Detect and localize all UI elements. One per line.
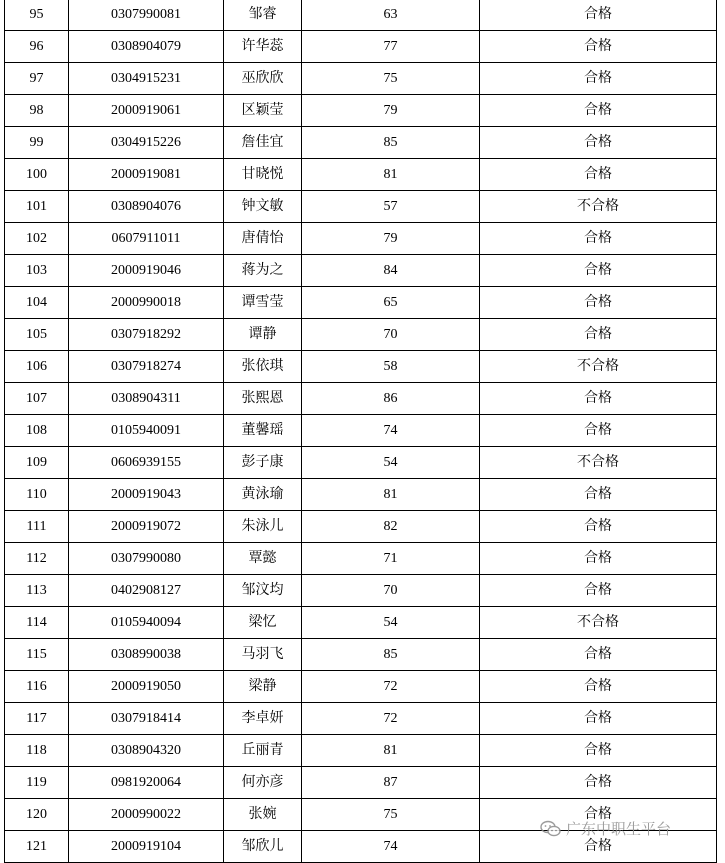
result-cell: 不合格 [480,607,717,639]
table-row [5,767,717,799]
table-row [5,415,717,447]
row-number-cell: 118 [5,735,69,767]
row-number-cell: 111 [5,511,69,543]
table-row [5,575,717,607]
score-cell: 87 [302,767,480,799]
candidate-name-cell: 张依琪 [224,351,302,383]
table-row [5,351,717,383]
score-cell: 85 [302,639,480,671]
score-cell: 63 [302,0,480,31]
candidate-name-cell: 何亦彦 [224,767,302,799]
candidate-id-cell: 0307990081 [69,0,224,31]
candidate-id-cell: 0308904320 [69,735,224,767]
candidate-name-cell: 梁忆 [224,607,302,639]
row-number-cell: 104 [5,287,69,319]
table-row [5,0,717,31]
candidate-id-cell: 0308904079 [69,31,224,63]
row-number-cell: 116 [5,671,69,703]
candidate-id-cell: 2000919043 [69,479,224,511]
result-cell: 合格 [480,735,717,767]
row-number-cell: 114 [5,607,69,639]
candidate-name-cell: 唐倩怡 [224,223,302,255]
score-cell: 85 [302,127,480,159]
watermark-text: 广东中职生平台 [566,820,672,838]
table-row [5,799,717,831]
candidate-name-cell: 甘晓悦 [224,159,302,191]
result-cell: 不合格 [480,191,717,223]
table-row [5,831,717,863]
candidate-name-cell: 覃懿 [224,543,302,575]
candidate-name-cell: 邹睿 [224,0,302,31]
table-row [5,511,717,543]
result-cell: 合格 [480,543,717,575]
result-cell: 合格 [480,63,717,95]
table-row [5,127,717,159]
score-cell: 82 [302,511,480,543]
score-cell: 86 [302,383,480,415]
score-cell: 77 [302,31,480,63]
table-row [5,383,717,415]
score-cell: 57 [302,191,480,223]
score-cell: 54 [302,447,480,479]
candidate-id-cell: 0307990080 [69,543,224,575]
candidate-name-cell: 邹欣儿 [224,831,302,863]
result-cell: 合格 [480,95,717,127]
table-row [5,479,717,511]
candidate-name-cell: 钟文敏 [224,191,302,223]
results-table [4,0,717,863]
candidate-id-cell: 0304915226 [69,127,224,159]
candidate-name-cell: 李卓妍 [224,703,302,735]
candidate-id-cell: 2000919081 [69,159,224,191]
candidate-id-cell: 2000990018 [69,287,224,319]
score-cell: 71 [302,543,480,575]
result-cell: 合格 [480,0,717,31]
results-table-body [5,0,717,863]
table-row [5,639,717,671]
table-row [5,607,717,639]
score-cell: 70 [302,575,480,607]
candidate-name-cell: 董馨瑶 [224,415,302,447]
candidate-name-cell: 朱泳儿 [224,511,302,543]
row-number-cell: 101 [5,191,69,223]
row-number-cell: 110 [5,479,69,511]
result-cell: 合格 [480,703,717,735]
score-cell: 79 [302,223,480,255]
row-number-cell: 121 [5,831,69,863]
score-cell: 74 [302,415,480,447]
row-number-cell: 100 [5,159,69,191]
candidate-id-cell: 0308904311 [69,383,224,415]
candidate-id-cell: 0307918274 [69,351,224,383]
candidate-id-cell: 0307918292 [69,319,224,351]
table-row [5,447,717,479]
candidate-id-cell: 2000919050 [69,671,224,703]
score-cell: 72 [302,671,480,703]
candidate-name-cell: 谭雪莹 [224,287,302,319]
row-number-cell: 99 [5,127,69,159]
candidate-name-cell: 邹汶均 [224,575,302,607]
candidate-id-cell: 2000919046 [69,255,224,287]
row-number-cell: 98 [5,95,69,127]
result-cell: 合格 [480,671,717,703]
candidate-id-cell: 2000919072 [69,511,224,543]
result-cell: 合格 [480,223,717,255]
result-cell: 合格 [480,767,717,799]
table-row [5,31,717,63]
score-cell: 75 [302,799,480,831]
score-cell: 58 [302,351,480,383]
table-row [5,255,717,287]
result-cell: 合格 [480,511,717,543]
candidate-id-cell: 0308904076 [69,191,224,223]
score-cell: 81 [302,735,480,767]
candidate-name-cell: 区颖莹 [224,95,302,127]
score-cell: 74 [302,831,480,863]
result-cell: 合格 [480,159,717,191]
result-cell: 合格 [480,831,717,863]
table-row [5,223,717,255]
candidate-id-cell: 0105940091 [69,415,224,447]
row-number-cell: 106 [5,351,69,383]
row-number-cell: 117 [5,703,69,735]
row-number-cell: 97 [5,63,69,95]
score-cell: 75 [302,63,480,95]
candidate-name-cell: 谭静 [224,319,302,351]
candidate-name-cell: 巫欣欣 [224,63,302,95]
table-row [5,191,717,223]
candidate-id-cell: 0307918414 [69,703,224,735]
row-number-cell: 119 [5,767,69,799]
candidate-id-cell: 0308990038 [69,639,224,671]
candidate-name-cell: 黄泳瑜 [224,479,302,511]
candidate-name-cell: 丘丽青 [224,735,302,767]
candidate-id-cell: 0606939155 [69,447,224,479]
candidate-name-cell: 詹佳宜 [224,127,302,159]
candidate-name-cell: 张熙恩 [224,383,302,415]
candidate-name-cell: 马羽飞 [224,639,302,671]
row-number-cell: 112 [5,543,69,575]
result-cell: 合格 [480,287,717,319]
score-cell: 81 [302,159,480,191]
result-cell: 合格 [480,255,717,287]
row-number-cell: 113 [5,575,69,607]
candidate-id-cell: 2000919104 [69,831,224,863]
row-number-cell: 103 [5,255,69,287]
score-cell: 81 [302,479,480,511]
candidate-name-cell: 蒋为之 [224,255,302,287]
result-cell: 合格 [480,799,717,831]
candidate-name-cell: 彭子康 [224,447,302,479]
row-number-cell: 107 [5,383,69,415]
candidate-name-cell: 许华蕊 [224,31,302,63]
row-number-cell: 115 [5,639,69,671]
table-row [5,671,717,703]
table-row [5,159,717,191]
table-row [5,95,717,127]
score-cell: 65 [302,287,480,319]
result-cell: 合格 [480,31,717,63]
score-cell: 79 [302,95,480,127]
score-cell: 54 [302,607,480,639]
result-cell: 合格 [480,479,717,511]
row-number-cell: 105 [5,319,69,351]
table-row [5,703,717,735]
result-cell: 不合格 [480,351,717,383]
candidate-name-cell: 梁静 [224,671,302,703]
row-number-cell: 120 [5,799,69,831]
result-cell: 合格 [480,127,717,159]
candidate-id-cell: 0981920064 [69,767,224,799]
candidate-id-cell: 0105940094 [69,607,224,639]
score-cell: 72 [302,703,480,735]
row-number-cell: 95 [5,0,69,31]
result-cell: 合格 [480,639,717,671]
result-cell: 不合格 [480,447,717,479]
row-number-cell: 109 [5,447,69,479]
result-cell: 合格 [480,415,717,447]
table-row [5,735,717,767]
result-cell: 合格 [480,383,717,415]
candidate-id-cell: 0402908127 [69,575,224,607]
row-number-cell: 108 [5,415,69,447]
row-number-cell: 96 [5,31,69,63]
candidate-name-cell: 张婉 [224,799,302,831]
table-row [5,543,717,575]
candidate-id-cell: 2000919061 [69,95,224,127]
table-row [5,319,717,351]
candidate-id-cell: 0304915231 [69,63,224,95]
score-cell: 70 [302,319,480,351]
candidate-id-cell: 0607911011 [69,223,224,255]
result-cell: 合格 [480,319,717,351]
candidate-id-cell: 2000990022 [69,799,224,831]
score-cell: 84 [302,255,480,287]
table-row [5,287,717,319]
result-cell: 合格 [480,575,717,607]
row-number-cell: 102 [5,223,69,255]
table-row [5,63,717,95]
